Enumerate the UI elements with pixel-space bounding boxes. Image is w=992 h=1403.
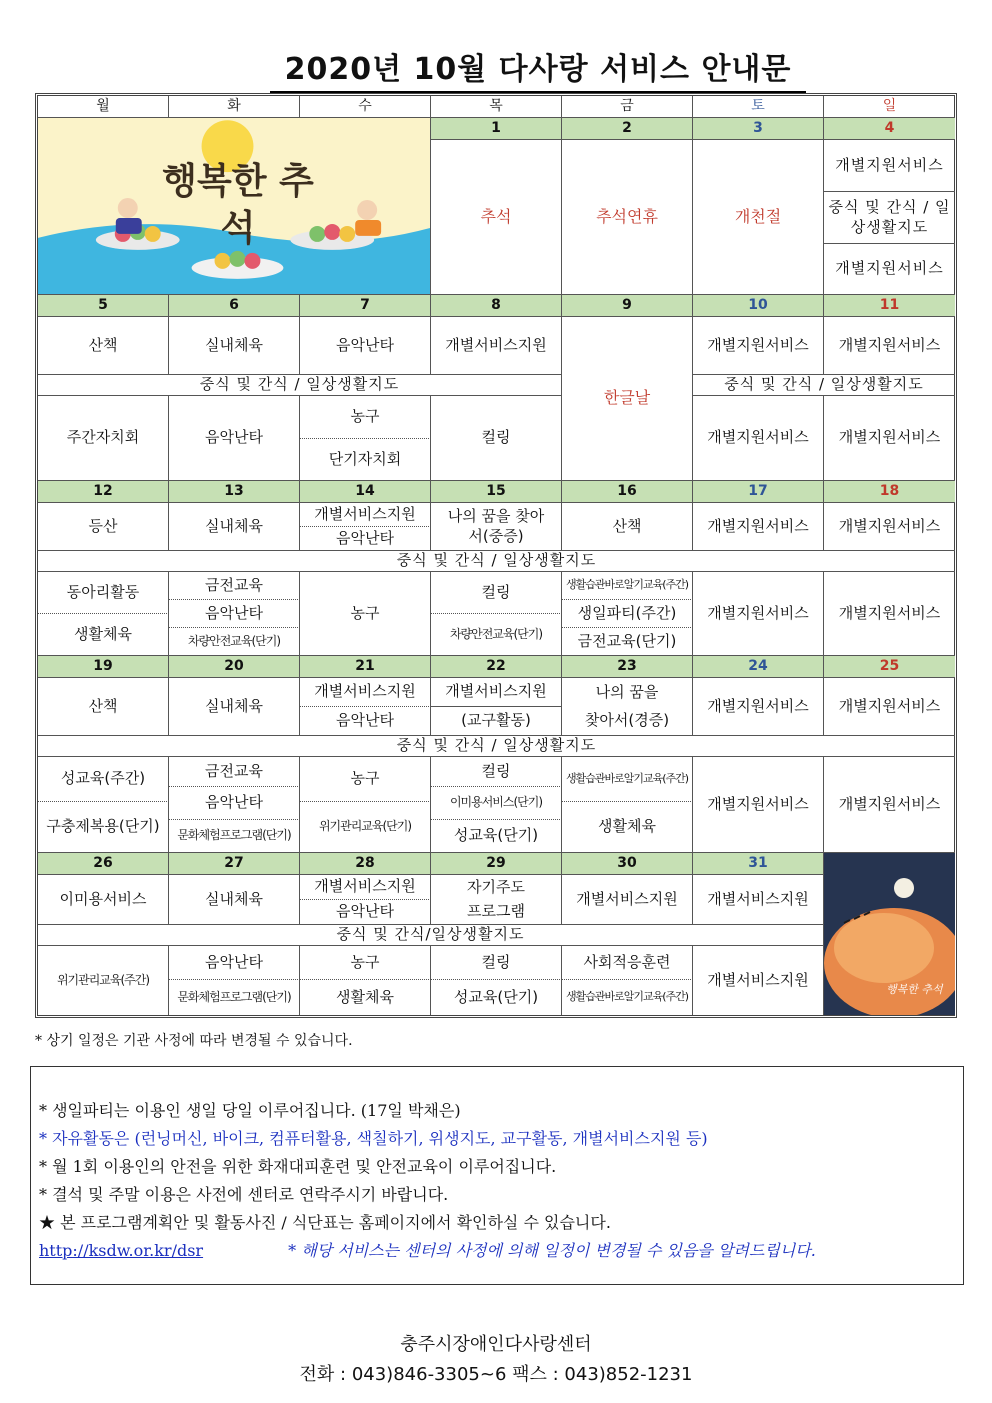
date-cell: 1 <box>431 118 562 140</box>
date-cell: 21 <box>300 656 431 678</box>
schedule-item: 문화체험프로그램(단기) <box>169 980 300 1015</box>
schedule-item: 자기주도 <box>431 875 562 900</box>
date-cell: 22 <box>431 656 562 678</box>
schedule-item: 음악난타 <box>169 787 300 820</box>
schedule-item: 개별지원서비스 <box>824 244 955 295</box>
schedule-item: 생활습관바로알기교육(주간) <box>562 572 693 600</box>
schedule-item: 나의 꿈을 찾아서(중증) <box>431 503 562 551</box>
schedule-item: 컬링 <box>431 757 562 787</box>
day-header-sun: 일 <box>824 96 955 118</box>
link-note: * 해당 서비스는 센터의 사정에 의해 일정이 변경될 수 있음을 알려드립니다. <box>288 1241 816 1260</box>
date-cell: 14 <box>300 481 431 503</box>
schedule-item: 개별서비스지원 <box>300 503 431 527</box>
date-cell: 7 <box>300 295 431 317</box>
schedule-item: 개별서비스지원 <box>693 946 824 1015</box>
date-cell: 13 <box>169 481 300 503</box>
chuseok-illustration <box>38 118 431 295</box>
notice-line: * 결석 및 주말 이용은 사전에 센터로 연락주시기 바랍니다. <box>39 1185 449 1204</box>
date-cell: 6 <box>169 295 300 317</box>
schedule-item: 문화체험프로그램(단기) <box>169 820 300 853</box>
notice-line: * 자유활동은 (런닝머신, 바이크, 컴퓨터활용, 색칠하기, 위생지도, 교구활동, 개별서비스지원 등) <box>39 1129 708 1148</box>
notice-box <box>30 1066 964 1285</box>
date-cell: 18 <box>824 481 955 503</box>
schedule-item: 실내체육 <box>169 503 300 551</box>
org-contact: 전화 : 043)846-3305~6 팩스 : 043)852-1231 <box>299 1364 693 1385</box>
lunch-row: 중식 및 간식 / 일상생활지도 <box>38 375 562 396</box>
schedule-item: 구충제복용(단기) <box>38 802 169 853</box>
date-cell: 3 <box>693 118 824 140</box>
date-cell: 9 <box>562 295 693 317</box>
schedule-item: 차량안전교육(단기) <box>431 614 562 656</box>
schedule-item: 위기관리교육(주간) <box>38 946 169 1015</box>
date-cell: 12 <box>38 481 169 503</box>
schedule-item: 컬링 <box>431 946 562 980</box>
schedule-item: 개별지원서비스 <box>693 503 824 551</box>
lunch-row: 중식 및 간식 / 일상생활지도 <box>38 736 955 757</box>
schedule-change-note: * 상기 일정은 기관 사정에 따라 변경될 수 있습니다. <box>35 1033 353 1049</box>
schedule-item: 생활습관바로알기교육(주간) <box>562 980 693 1015</box>
moon-art-text: 행복한 추석 <box>886 983 943 996</box>
schedule-item: 주간자치회 <box>38 396 169 481</box>
schedule-item: 개별서비스지원 <box>562 875 693 925</box>
notice-line: * 월 1회 이용인의 안전을 위한 화재대피훈련 및 안전교육이 이루어집니다. <box>39 1157 557 1176</box>
schedule-item: (교구활동) <box>431 707 562 736</box>
date-cell: 26 <box>38 853 169 875</box>
date-cell: 4 <box>824 118 955 140</box>
schedule-item: 개별지원서비스 <box>824 757 955 853</box>
org-name: 충주시장애인다사랑센터 <box>400 1334 592 1355</box>
schedule-item: 생활체육 <box>562 802 693 853</box>
schedule-item: 개별지원서비스 <box>824 678 955 736</box>
schedule-item: 이미용서비스 <box>38 875 169 925</box>
schedule-item: 위기관리교육(단기) <box>300 802 431 853</box>
schedule-item: 개별서비스지원 <box>300 875 431 900</box>
schedule-item: 금전교육 <box>169 757 300 787</box>
page-title: 2020년 10월 다사랑 서비스 안내문 <box>270 44 806 93</box>
date-cell: 10 <box>693 295 824 317</box>
schedule-item: 등산 <box>38 503 169 551</box>
schedule-item: 개별지원서비스 <box>693 572 824 656</box>
day-header-thu: 목 <box>431 96 562 118</box>
date-cell: 20 <box>169 656 300 678</box>
schedule-item: 개별서비스지원 <box>693 875 824 925</box>
schedule-item: 실내체육 <box>169 875 300 925</box>
schedule-item: 금전교육 <box>169 572 300 600</box>
schedule-item: 프로그램 <box>431 900 562 925</box>
homepage-link[interactable]: http://ksdw.or.kr/dsr <box>39 1241 204 1260</box>
day-header-sat: 토 <box>693 96 824 118</box>
date-cell: 5 <box>38 295 169 317</box>
date-cell: 29 <box>431 853 562 875</box>
date-cell: 25 <box>824 656 955 678</box>
date-cell: 15 <box>431 481 562 503</box>
schedule-item: 개별지원서비스 <box>824 396 955 481</box>
schedule-item: 음악난타 <box>300 707 431 736</box>
chuseok-art-text: 행복한 추석 <box>162 160 314 249</box>
lunch-row: 중식 및 간식/일상생활지도 <box>38 925 824 946</box>
schedule-item: 개별지원서비스 <box>693 317 824 375</box>
day-header-fri: 금 <box>562 96 693 118</box>
schedule-item: 이미용서비스(단기) <box>431 787 562 820</box>
schedule-item: 음악난타 <box>300 317 431 375</box>
date-cell: 11 <box>824 295 955 317</box>
schedule-item: 성교육(주간) <box>38 757 169 802</box>
day-header-mon: 월 <box>38 96 169 118</box>
date-cell: 16 <box>562 481 693 503</box>
date-cell: 30 <box>562 853 693 875</box>
schedule-item: 음악난타 <box>169 600 300 628</box>
schedule-item: 음악난타 <box>169 396 300 481</box>
schedule-item: 음악난타 <box>300 527 431 551</box>
schedule-item: 농구 <box>300 946 431 980</box>
date-cell: 17 <box>693 481 824 503</box>
schedule-item: 산책 <box>562 503 693 551</box>
schedule-item: 성교육(단기) <box>431 820 562 853</box>
lunch-row: 중식 및 간식 / 일상생활지도 <box>693 375 955 396</box>
holiday-chuseok: 추석 <box>431 140 562 295</box>
schedule-item: 개별지원서비스 <box>693 757 824 853</box>
schedule-item: 산책 <box>38 317 169 375</box>
schedule-item: 나의 꿈을 <box>562 678 693 707</box>
schedule-item: 성교육(단기) <box>431 980 562 1015</box>
schedule-item: 개별서비스지원 <box>431 317 562 375</box>
schedule-item: 음악난타 <box>169 946 300 980</box>
schedule-item: 농구 <box>300 396 431 439</box>
schedule-item: 개별지원서비스 <box>693 678 824 736</box>
schedule-item: 개별서비스지원 <box>431 678 562 707</box>
date-cell: 23 <box>562 656 693 678</box>
schedule-item: 동아리활동 <box>38 572 169 614</box>
holiday-hangul-day: 한글날 <box>562 317 693 481</box>
schedule-item: 단기자치회 <box>300 439 431 481</box>
day-header-tue: 화 <box>169 96 300 118</box>
schedule-item: 개별지원서비스 <box>824 140 955 192</box>
schedule-item: 생활체육 <box>38 614 169 656</box>
calendar-table <box>35 93 957 1018</box>
schedule-item: 농구 <box>300 757 431 802</box>
holiday-chuseok-break: 추석연휴 <box>562 140 693 295</box>
schedule-item: 산책 <box>38 678 169 736</box>
schedule-item: 컬링 <box>431 396 562 481</box>
schedule-item: 개별서비스지원 <box>300 678 431 707</box>
date-cell: 8 <box>431 295 562 317</box>
schedule-item: 실내체육 <box>169 317 300 375</box>
schedule-item: 컬링 <box>431 572 562 614</box>
notice-line: ★ 본 프로그램계획안 및 활동사진 / 식단표는 홈페이지에서 확인하실 수 있습니다. <box>39 1213 611 1232</box>
date-cell: 19 <box>38 656 169 678</box>
date-cell: 24 <box>693 656 824 678</box>
schedule-item: 찾아서(경증) <box>562 707 693 736</box>
date-cell: 27 <box>169 853 300 875</box>
holiday-foundation-day: 개천절 <box>693 140 824 295</box>
schedule-item: 중식 및 간식 / 일상생활지도 <box>824 192 955 244</box>
notice-link-row <box>39 1237 955 1265</box>
schedule-item: 차량안전교육(단기) <box>169 628 300 656</box>
schedule-item: 금전교육(단기) <box>562 628 693 656</box>
lunch-row: 중식 및 간식 / 일상생활지도 <box>38 551 955 572</box>
date-cell: 31 <box>693 853 824 875</box>
schedule-item: 개별지원서비스 <box>824 317 955 375</box>
moon-illustration <box>824 853 955 1015</box>
schedule-item: 실내체육 <box>169 678 300 736</box>
day-header-wed: 수 <box>300 96 431 118</box>
schedule-item: 생일파티(주간) <box>562 600 693 628</box>
date-cell: 2 <box>562 118 693 140</box>
schedule-item: 음악난타 <box>300 900 431 925</box>
schedule-item: 생활체육 <box>300 980 431 1015</box>
schedule-item: 개별지원서비스 <box>693 396 824 481</box>
notice-line: * 생일파티는 이용인 생일 당일 이루어집니다. (17일 박채은) <box>39 1101 461 1120</box>
schedule-item: 사회적응훈련 <box>562 946 693 980</box>
schedule-item: 개별지원서비스 <box>824 503 955 551</box>
schedule-item: 개별지원서비스 <box>824 572 955 656</box>
date-cell: 28 <box>300 853 431 875</box>
schedule-item: 농구 <box>300 572 431 656</box>
schedule-item: 생활습관바로알기교육(주간) <box>562 757 693 802</box>
